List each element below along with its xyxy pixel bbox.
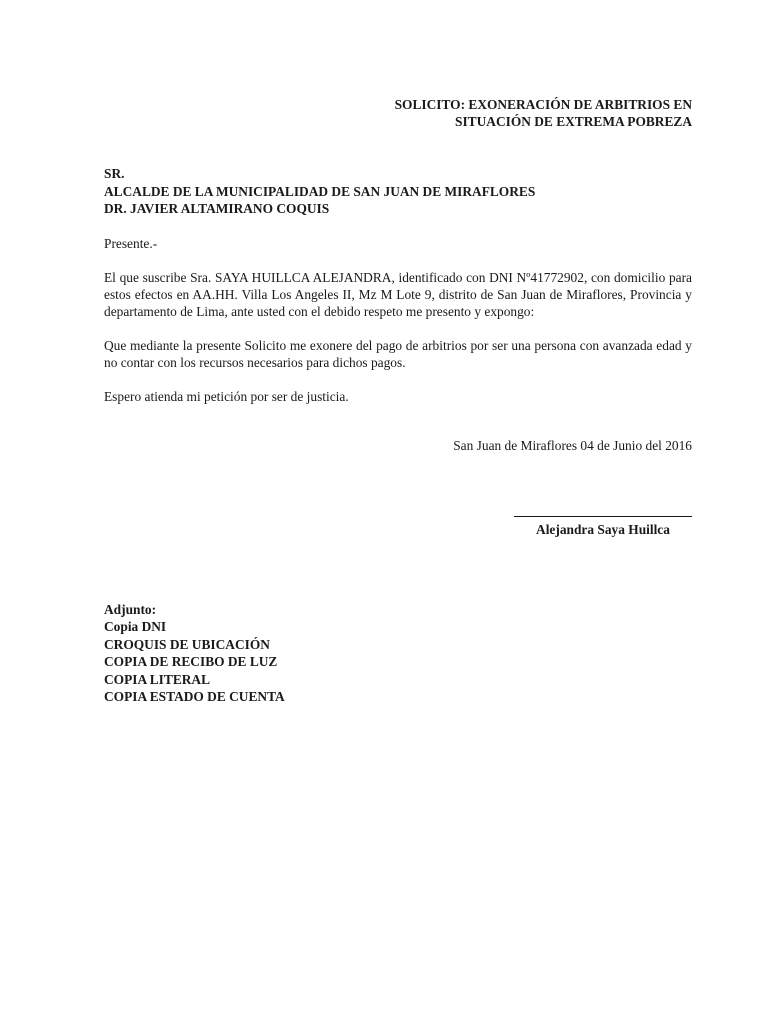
signature-name: Alejandra Saya Huillca [536,522,670,537]
body-paragraph-closing: Espero atienda mi petición por ser de justicia. [104,388,349,404]
date-line: San Juan de Miraflores 04 de Junio del 2016 [453,437,692,453]
attachments-block [104,601,285,705]
addressee-position: ALCALDE DE LA MUNICIPALIDAD DE SAN JUAN DE MIRAFLORES [104,183,536,199]
attachments-heading: Adjunto: [104,602,157,617]
signature-line [514,516,692,517]
attachment-item: CROQUIS DE UBICACIÓN [104,636,270,652]
body-paragraph-request: Que mediante la presente Solicito me exonere del pago de arbitrios por ser una persona con avanzada edad y no contar con los recursos necesarios para dichos pagos. [104,337,692,370]
addressee-block [104,165,692,218]
attachment-item: Copia DNI [104,619,167,635]
attachment-item: COPIA ESTADO DE CUENTA [104,689,285,705]
body-paragraph-intro: El que suscribe Sra. SAYA HUILLCA ALEJANDRA, identificado con DNI Nº41772902, con domicilio para estos efectos en AA.HH. Villa Los Angeles II, Mz M Lote 9, distrito de San Juan de Miraflores, Provincia y departamento de Lima, ante usted con el debido respeto me presento y expongo: [104,269,692,319]
subject-line-2: SITUACIÓN DE EXTREMA POBREZA [455,114,692,129]
subject-line-1: SOLICITO: EXONERACIÓN DE ARBITRIOS EN [394,97,692,112]
signature-block [513,516,693,538]
addressee-name: DR. JAVIER ALTAMIRANO COQUIS [104,201,330,216]
addressee-salutation: SR. [104,166,125,181]
attachment-item: COPIA DE RECIBO DE LUZ [104,654,278,670]
attachment-item: COPIA LITERAL [104,671,211,687]
greeting: Presente.- [104,235,158,251]
document-page [104,96,692,705]
subject-block [104,96,692,130]
